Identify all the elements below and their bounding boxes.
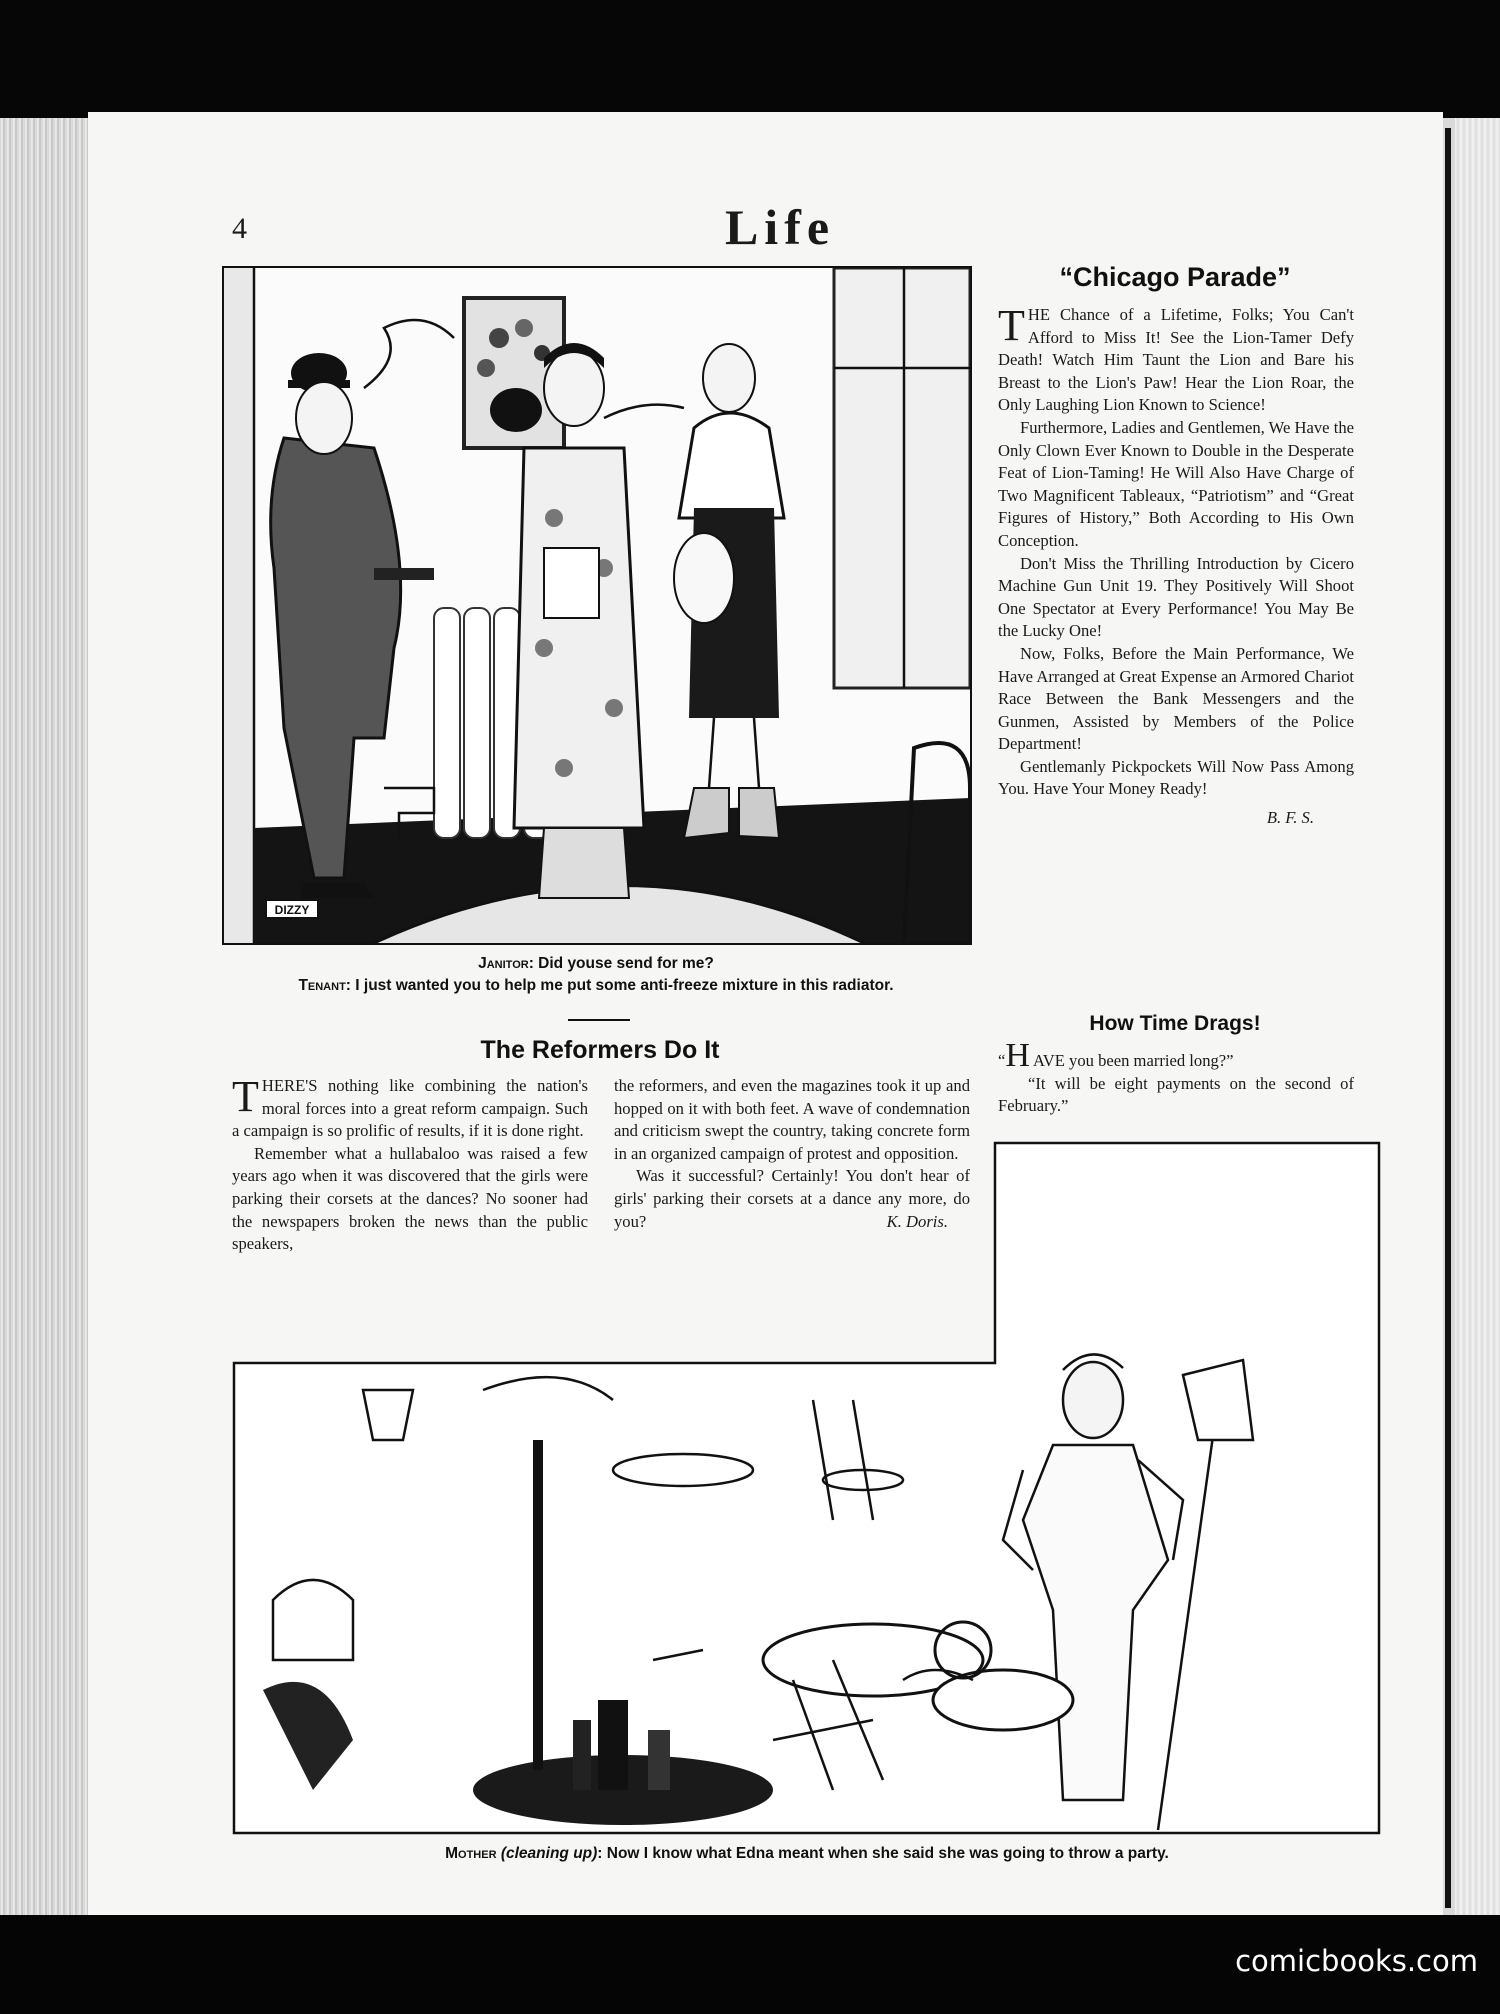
cartoon-signature: DIZZY: [274, 903, 310, 917]
reformers-title: The Reformers Do It: [480, 1036, 720, 1064]
caption-line-janitor: [222, 953, 970, 975]
reformers-paragraph-3: the reformers, and even the magazines took it up and hopped on it with both feet. A wave of condemnation and criticism swept the country, taking concrete form in an organized campaign of protest and opposition.: [614, 1076, 970, 1163]
page-stack-left-edge: [0, 118, 88, 1915]
chicago-parade-article: [998, 301, 1354, 830]
party-drawing: [233, 1140, 1381, 1614]
chicago-paragraph-4: Now, Folks, Before the Main Performance, We Have Arranged at Great Expense an Armored Chariot Race Between the Bank Messengers and the Gunmen, Assisted by Members of the Police Department!: [998, 643, 1354, 754]
caption-janitor-text: Did youse send for me?: [533, 955, 714, 972]
page-stack-right-edge: [1443, 118, 1500, 1915]
masthead-logo: Life: [724, 199, 836, 255]
page-number: 4: [232, 212, 247, 245]
section-divider: [568, 1019, 630, 1021]
caption-mother-text: : Now I know what Edna meant when she said she was going to throw a party.: [597, 1845, 1169, 1862]
scan-top-border: [0, 0, 1500, 118]
cartoon-party-illustration: [233, 1361, 1381, 1835]
time-drags-line-1: “H AVE you been married long?”: [998, 1037, 1234, 1074]
speaker-mother: Mother: [445, 1845, 497, 1862]
reformers-dropcap: T: [232, 1072, 259, 1121]
speaker-janitor: Janitor:: [478, 955, 534, 972]
chicago-signature: B. F. S.: [1266, 808, 1314, 828]
chicago-paragraph-2: Furthermore, Ladies and Gentlemen, We Have the Only Clown Ever Known to Double in the Desperate Feat of Lion-Taming! He Will Also Have Charge of Two Magnificent Tableaux, “Patriotism” and “Great Figures of History,” Both According to His Own Conception.: [998, 417, 1354, 550]
time-drags-line-2: “It will be eight payments on the second of February.”: [998, 1073, 1354, 1116]
time-drags-joke: [998, 1037, 1354, 1118]
chicago-parade-title: “Chicago Parade”: [1059, 262, 1291, 292]
caption-aside: (cleaning up): [500, 1845, 598, 1862]
chicago-paragraph-5: Gentlemanly Pickpockets Will Now Pass Among You. Have Your Money Ready!: [998, 756, 1354, 799]
reformers-paragraph-1: THERE'S nothing like combining the nation's moral forces into a great reform campaign. Such a campaign is so prolific of results, if it is done right.: [232, 1072, 588, 1141]
chicago-dropcap: T: [998, 301, 1025, 350]
caption-tenant-text: I just wanted you to help me put some anti-freeze mixture in this radiator.: [350, 977, 894, 994]
reformers-signature: K. Doris.: [886, 1211, 948, 1231]
time-drags-title: How Time Drags!: [1089, 1012, 1261, 1035]
speaker-tenant: Tenant:: [298, 977, 351, 994]
reformers-paragraph-4: Was it successful? Certainly! You don't hear of girls' parking their corsets at a dance any more, do you? K. Doris.: [614, 1165, 970, 1233]
janitor-drawing: [224, 268, 970, 943]
time-drags-dropcap: H: [1005, 1037, 1030, 1074]
cartoon-bottom-caption: [233, 1843, 1381, 1865]
cartoon-janitor-illustration: [222, 266, 972, 945]
cartoon-top-caption: [222, 953, 970, 997]
watermark-text: comicbooks.com: [1235, 1944, 1478, 1978]
caption-line-tenant: [222, 975, 970, 997]
chicago-paragraph-1: THE Chance of a Lifetime, Folks; You Can't Afford to Miss It! See the Lion-Tamer Defy Death! Watch Him Taunt the Lion and Bare his Breast to the Lion's Paw! Hear the Lion Roar, the Only Laughing Lion Known to Science!: [998, 301, 1354, 415]
chicago-paragraph-3: Don't Miss the Thrilling Introduction by Cicero Machine Gun Unit 19. They Positively Will Shoot One Spectator at Every Performance! You May Be the Lucky One!: [998, 553, 1354, 641]
reformers-paragraph-2: Remember what a hullabaloo was raised a few years ago when it was discovered that the girls were parking their corsets at the dances? No sooner had the newspapers broken the news than the public speakers,: [232, 1143, 588, 1254]
